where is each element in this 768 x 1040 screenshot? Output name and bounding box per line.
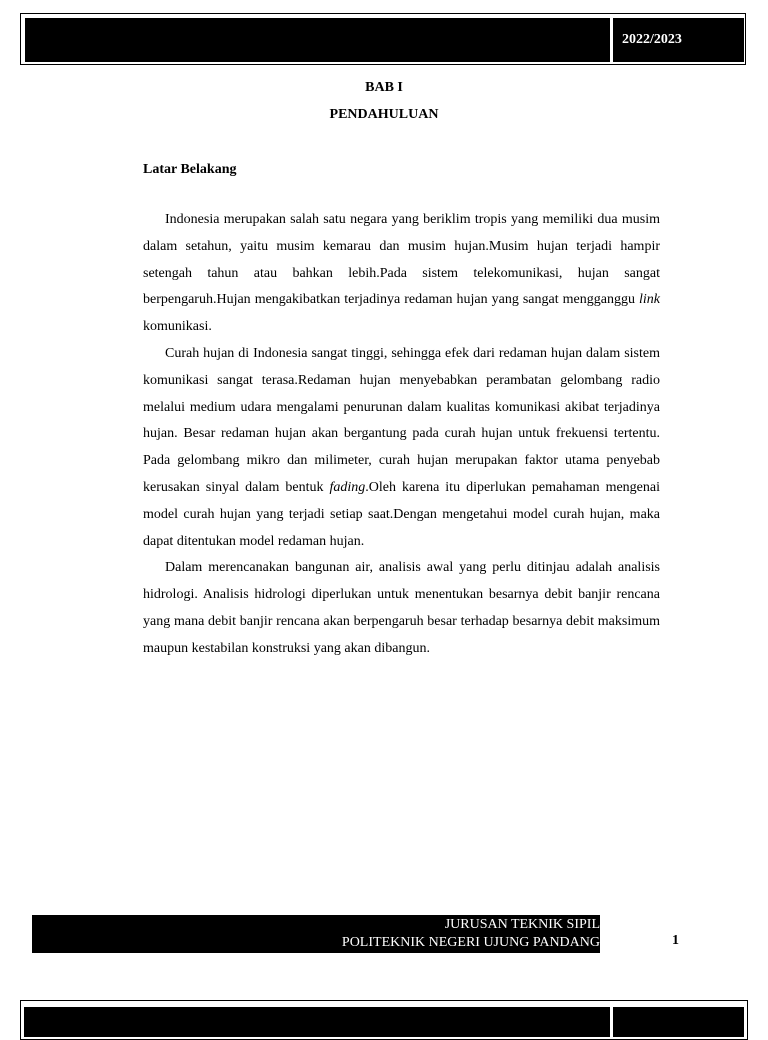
next-page-year-bar (613, 1007, 744, 1037)
paragraph-text: Curah hujan di Indonesia sangat tinggi, sehingga efek dari redaman hujan dalam sistem komunikasi sangat terasa.Redaman hujan menyebabkan perambatan gelombang radio melalui medium udara mengalami penurunan dalam kualitas komunikasi akibat terjadinya hujan. Besar redaman hujan akan bergantung pada curah hujan untuk frekuensi tertentu. Pada gelombang mikro dan milimeter, curah hujan merupakan faktor utama penyebab kerusakan sinyal dalam bentuk (143, 345, 660, 495)
italic-term: link (639, 292, 660, 308)
paragraph-text: Indonesia merupakan salah satu negara yang beriklim tropis yang memiliki dua musim dalam setahun, yaitu musim kemarau dan musim hujan.Musim hujan terjadi hampir setengah tahun atau bahkan lebih.Pada sistem telekomunikasi, hujan sangat berpengaruh.Hujan mengakibatkan terjadinya redaman hujan yang sangat mengganggu (143, 212, 660, 308)
chapter-title: PENDAHULUAN (329, 107, 439, 122)
paragraph-text: .Oleh karena itu diperlukan pemahaman mengenai model curah hujan yang terjadi setiap saat.Dengan mengetahui model curah hujan, maka dapat ditentukan model redaman hujan. (143, 479, 660, 549)
chapter-number: BAB I (365, 80, 403, 95)
paragraph-3: Dalam merencanakan bangunan air, analisis awal yang perlu ditinjau adalah analisis hidrologi. Analisis hidrologi diperlukan untuk menentukan besarnya debit banjir rencana yang mana debit banjir rencana akan berpengaruh besar terhadap besarnya debit maksimum maupun kestabilan konstruksi yang akan dibangun. (143, 560, 660, 656)
header-bar (25, 18, 610, 62)
page-number: 1 (672, 933, 679, 948)
footer-department: JURUSAN TEKNIK SIPIL (444, 917, 600, 932)
header-year: 2022/2023 (613, 18, 744, 62)
footer-institution: POLITEKNIK NEGERI UJUNG PANDANG (341, 935, 600, 950)
next-page-header-bar (24, 1007, 610, 1037)
section-heading: Latar Belakang (143, 162, 237, 177)
document-body (143, 160, 660, 663)
paragraph-1 (143, 207, 660, 341)
footer-bar (32, 915, 600, 953)
paragraph-2 (143, 341, 660, 555)
italic-term: fading (329, 479, 366, 495)
paragraph-text: komunikasi. (143, 319, 212, 335)
